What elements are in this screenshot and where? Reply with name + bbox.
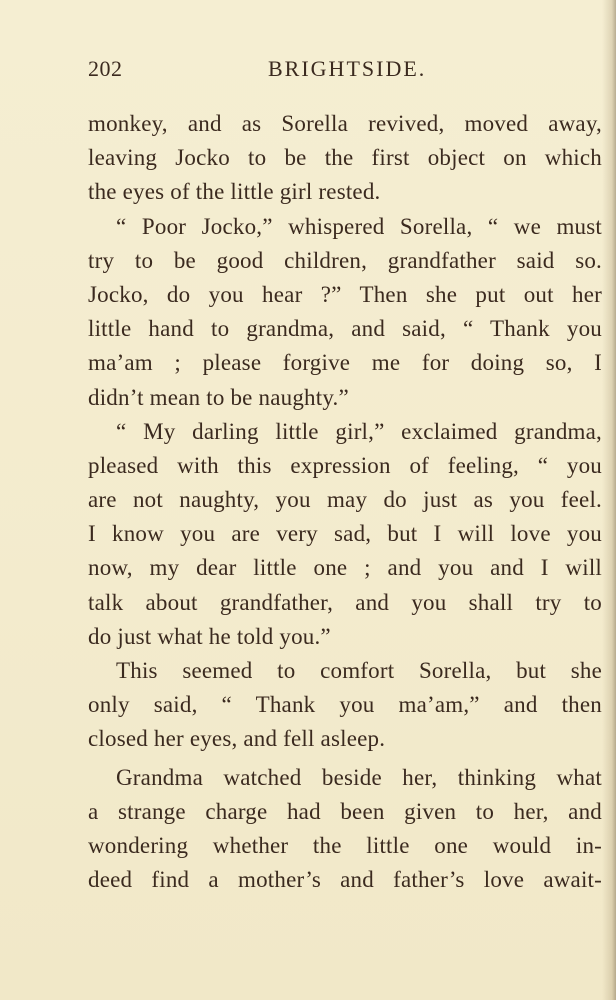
text-line: Jocko, do you hear ?” Then she put out her [88,281,602,307]
text-line: the eyes of the little girl rested. [88,179,381,205]
text-line: leaving Jocko to be the first object on which [88,145,602,171]
page-edge-shadow [602,0,616,1000]
text-line: closed her eyes, and fell asleep. [88,726,386,752]
text-line: talk about grandfather, and you shall try to [88,589,602,615]
page-header [88,56,602,86]
text-line: didn’t mean to be naughty.” [88,384,349,410]
text-line: a strange charge had been given to her, and [88,798,602,824]
text-line: “ My darling little girl,” exclaimed grandma, [116,418,602,444]
text-line: Grandma watched beside her, thinking what [116,764,602,790]
text-line: now, my dear little one ; and you and I will [88,555,602,581]
text-line: “ Poor Jocko,” whispered Sorella, “ we must [116,213,602,239]
text-line: pleased with this expression of feeling, “ you [88,452,602,478]
page-number: 202 [88,56,123,81]
text-line: deed find a mother’s and father’s love await- [88,867,602,893]
text-line: are not naughty, you may do just as you feel. [88,487,602,513]
text-line: little hand to grandma, and said, “ Thank you [88,316,602,342]
text-line: This seemed to comfort Sorella, but she [116,658,602,683]
text-line: I know you are very sad, but I will love you [88,521,602,547]
text-line: try to be good children, grandfather said so. [88,247,602,273]
text-line: only said, “ Thank you ma’am,” and then [88,692,602,718]
running-title: BRIGHTSIDE. [268,56,427,81]
text-line: monkey, and as Sorella revived, moved away, [88,111,602,136]
text-line: do just what he told you.” [88,623,331,649]
text-line: ma’am ; please forgive me for doing so, I [88,350,602,376]
text-line: wondering whether the little one would in- [88,832,602,858]
body-text [88,107,602,897]
